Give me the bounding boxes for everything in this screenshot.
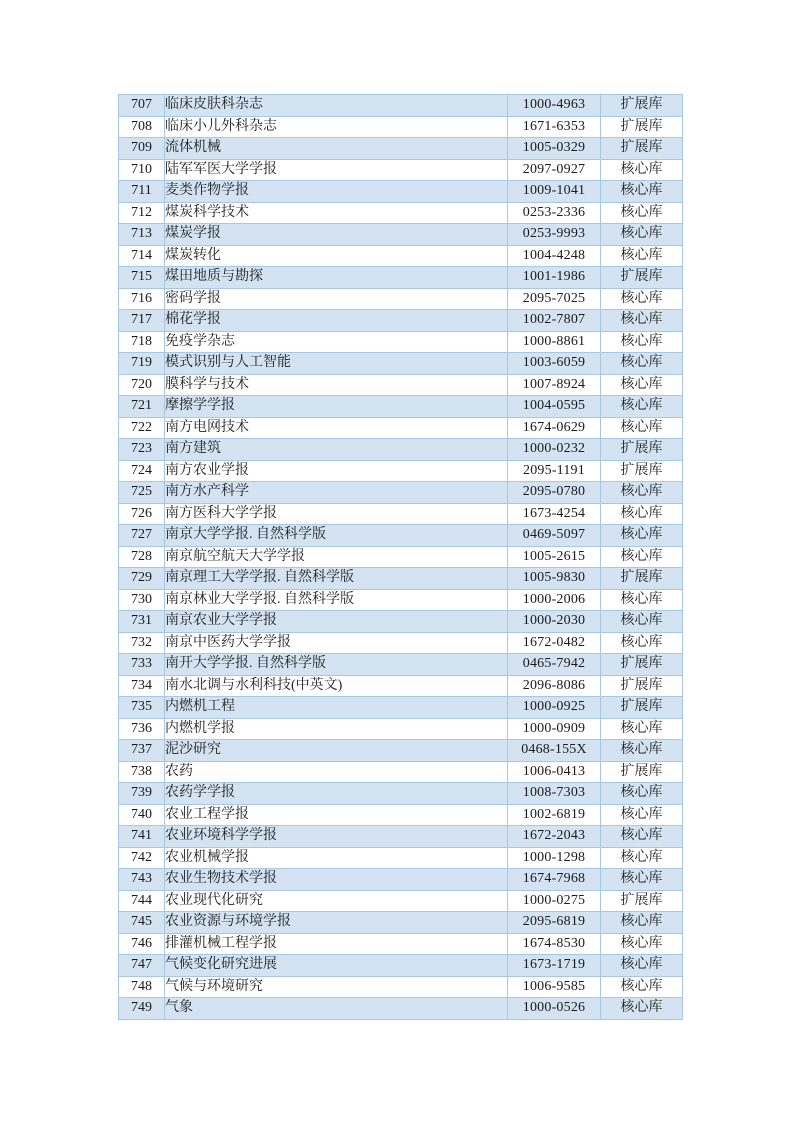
table-row: [119, 912, 683, 934]
table-row: [119, 718, 683, 740]
library-cell: 扩展库: [601, 761, 683, 783]
issn-cell: 1673-4254: [508, 503, 601, 525]
journal-table: [118, 94, 683, 1020]
table-row: [119, 933, 683, 955]
library-cell: 核心库: [601, 804, 683, 826]
table-row: [119, 955, 683, 977]
library-cell: 核心库: [601, 245, 683, 267]
row-number-cell: 731: [119, 611, 165, 633]
library-cell: 核心库: [601, 998, 683, 1020]
issn-cell: 1009-1041: [508, 181, 601, 203]
row-number-cell: 734: [119, 675, 165, 697]
issn-cell: 1671-6353: [508, 116, 601, 138]
row-number-cell: 727: [119, 525, 165, 547]
table-row: [119, 847, 683, 869]
library-cell: 核心库: [601, 353, 683, 375]
issn-cell: 2095-6819: [508, 912, 601, 934]
row-number-cell: 746: [119, 933, 165, 955]
issn-cell: 1001-1986: [508, 267, 601, 289]
row-number-cell: 707: [119, 95, 165, 117]
library-cell: 核心库: [601, 740, 683, 762]
row-number-cell: 717: [119, 310, 165, 332]
library-cell: 核心库: [601, 826, 683, 848]
table-row: [119, 138, 683, 160]
issn-cell: 1000-2030: [508, 611, 601, 633]
library-cell: 核心库: [601, 589, 683, 611]
journal-title-cell: 南京中医药大学学报: [165, 632, 508, 654]
journal-title-cell: 南方电网技术: [165, 417, 508, 439]
journal-title-cell: 南水北调与水利科技(中英文): [165, 675, 508, 697]
journal-title-cell: 临床小儿外科杂志: [165, 116, 508, 138]
issn-cell: 0465-7942: [508, 654, 601, 676]
issn-cell: 1000-0909: [508, 718, 601, 740]
row-number-cell: 714: [119, 245, 165, 267]
row-number-cell: 739: [119, 783, 165, 805]
library-cell: 核心库: [601, 847, 683, 869]
row-number-cell: 742: [119, 847, 165, 869]
table-row: [119, 589, 683, 611]
library-cell: 扩展库: [601, 138, 683, 160]
journal-title-cell: 煤炭科学技术: [165, 202, 508, 224]
journal-title-cell: 农药: [165, 761, 508, 783]
table-row: [119, 396, 683, 418]
table-row: [119, 998, 683, 1020]
row-number-cell: 741: [119, 826, 165, 848]
row-number-cell: 708: [119, 116, 165, 138]
row-number-cell: 738: [119, 761, 165, 783]
journal-table-body: [119, 95, 683, 1020]
journal-title-cell: 南京大学学报. 自然科学版: [165, 525, 508, 547]
table-row: [119, 460, 683, 482]
issn-cell: 1006-9585: [508, 976, 601, 998]
row-number-cell: 712: [119, 202, 165, 224]
table-row: [119, 267, 683, 289]
issn-cell: 2095-7025: [508, 288, 601, 310]
journal-title-cell: 密码学报: [165, 288, 508, 310]
library-cell: 核心库: [601, 417, 683, 439]
library-cell: 核心库: [601, 976, 683, 998]
journal-title-cell: 内燃机学报: [165, 718, 508, 740]
journal-title-cell: 棉花学报: [165, 310, 508, 332]
journal-title-cell: 南开大学学报. 自然科学版: [165, 654, 508, 676]
library-cell: 扩展库: [601, 654, 683, 676]
library-cell: 核心库: [601, 525, 683, 547]
issn-cell: 0253-2336: [508, 202, 601, 224]
issn-cell: 1005-2615: [508, 546, 601, 568]
table-row: [119, 95, 683, 117]
table-row: [119, 202, 683, 224]
journal-title-cell: 煤田地质与勘探: [165, 267, 508, 289]
journal-title-cell: 农业生物技术学报: [165, 869, 508, 891]
journal-title-cell: 南京林业大学学报. 自然科学版: [165, 589, 508, 611]
issn-cell: 1000-1298: [508, 847, 601, 869]
journal-title-cell: 南方医科大学学报: [165, 503, 508, 525]
journal-title-cell: 免疫学杂志: [165, 331, 508, 353]
row-number-cell: 721: [119, 396, 165, 418]
table-row: [119, 654, 683, 676]
table-row: [119, 568, 683, 590]
row-number-cell: 729: [119, 568, 165, 590]
journal-title-cell: 排灌机械工程学报: [165, 933, 508, 955]
table-row: [119, 159, 683, 181]
library-cell: 核心库: [601, 869, 683, 891]
table-row: [119, 611, 683, 633]
journal-title-cell: 南京农业大学学报: [165, 611, 508, 633]
table-row: [119, 546, 683, 568]
journal-title-cell: 农业机械学报: [165, 847, 508, 869]
journal-title-cell: 麦类作物学报: [165, 181, 508, 203]
journal-title-cell: 气候变化研究进展: [165, 955, 508, 977]
library-cell: 核心库: [601, 632, 683, 654]
library-cell: 核心库: [601, 912, 683, 934]
library-cell: 核心库: [601, 503, 683, 525]
row-number-cell: 736: [119, 718, 165, 740]
issn-cell: 1000-0925: [508, 697, 601, 719]
library-cell: 扩展库: [601, 116, 683, 138]
issn-cell: 1000-8861: [508, 331, 601, 353]
table-row: [119, 439, 683, 461]
issn-cell: 2095-0780: [508, 482, 601, 504]
row-number-cell: 725: [119, 482, 165, 504]
library-cell: 扩展库: [601, 675, 683, 697]
library-cell: 核心库: [601, 374, 683, 396]
table-row: [119, 224, 683, 246]
row-number-cell: 748: [119, 976, 165, 998]
issn-cell: 1007-8924: [508, 374, 601, 396]
library-cell: 核心库: [601, 611, 683, 633]
row-number-cell: 711: [119, 181, 165, 203]
issn-cell: 1674-7968: [508, 869, 601, 891]
row-number-cell: 715: [119, 267, 165, 289]
issn-cell: 1674-8530: [508, 933, 601, 955]
library-cell: 核心库: [601, 718, 683, 740]
table-row: [119, 869, 683, 891]
library-cell: 核心库: [601, 482, 683, 504]
table-row: [119, 181, 683, 203]
table-row: [119, 288, 683, 310]
issn-cell: 1000-0232: [508, 439, 601, 461]
journal-title-cell: 南京航空航天大学学报: [165, 546, 508, 568]
table-row: [119, 417, 683, 439]
issn-cell: 1005-0329: [508, 138, 601, 160]
row-number-cell: 730: [119, 589, 165, 611]
issn-cell: 1000-4963: [508, 95, 601, 117]
journal-title-cell: 农业资源与环境学报: [165, 912, 508, 934]
journal-title-cell: 农业工程学报: [165, 804, 508, 826]
journal-title-cell: 南方建筑: [165, 439, 508, 461]
table-row: [119, 804, 683, 826]
row-number-cell: 713: [119, 224, 165, 246]
journal-title-cell: 农业环境科学学报: [165, 826, 508, 848]
table-row: [119, 331, 683, 353]
row-number-cell: 710: [119, 159, 165, 181]
issn-cell: 1000-2006: [508, 589, 601, 611]
row-number-cell: 733: [119, 654, 165, 676]
journal-title-cell: 气候与环境研究: [165, 976, 508, 998]
issn-cell: 1002-6819: [508, 804, 601, 826]
journal-title-cell: 陆军军医大学学报: [165, 159, 508, 181]
table-row: [119, 353, 683, 375]
library-cell: 核心库: [601, 159, 683, 181]
issn-cell: 1672-2043: [508, 826, 601, 848]
journal-title-cell: 农业现代化研究: [165, 890, 508, 912]
row-number-cell: 724: [119, 460, 165, 482]
row-number-cell: 728: [119, 546, 165, 568]
table-row: [119, 116, 683, 138]
issn-cell: 2097-0927: [508, 159, 601, 181]
issn-cell: 0253-9993: [508, 224, 601, 246]
library-cell: 核心库: [601, 310, 683, 332]
row-number-cell: 749: [119, 998, 165, 1020]
issn-cell: 2096-8086: [508, 675, 601, 697]
library-cell: 核心库: [601, 783, 683, 805]
issn-cell: 1672-0482: [508, 632, 601, 654]
row-number-cell: 723: [119, 439, 165, 461]
issn-cell: 1008-7303: [508, 783, 601, 805]
library-cell: 核心库: [601, 546, 683, 568]
journal-title-cell: 农药学学报: [165, 783, 508, 805]
library-cell: 核心库: [601, 224, 683, 246]
table-row: [119, 890, 683, 912]
journal-title-cell: 模式识别与人工智能: [165, 353, 508, 375]
table-row: [119, 525, 683, 547]
issn-cell: 1003-6059: [508, 353, 601, 375]
journal-title-cell: 摩擦学学报: [165, 396, 508, 418]
library-cell: 扩展库: [601, 568, 683, 590]
row-number-cell: 718: [119, 331, 165, 353]
journal-title-cell: 南京理工大学学报. 自然科学版: [165, 568, 508, 590]
issn-cell: 1005-9830: [508, 568, 601, 590]
library-cell: 核心库: [601, 396, 683, 418]
table-row: [119, 503, 683, 525]
issn-cell: 0468-155X: [508, 740, 601, 762]
row-number-cell: 743: [119, 869, 165, 891]
row-number-cell: 740: [119, 804, 165, 826]
library-cell: 扩展库: [601, 890, 683, 912]
row-number-cell: 747: [119, 955, 165, 977]
issn-cell: 1673-1719: [508, 955, 601, 977]
journal-title-cell: 南方农业学报: [165, 460, 508, 482]
issn-cell: 2095-1191: [508, 460, 601, 482]
row-number-cell: 722: [119, 417, 165, 439]
row-number-cell: 716: [119, 288, 165, 310]
issn-cell: 1000-0526: [508, 998, 601, 1020]
issn-cell: 1004-4248: [508, 245, 601, 267]
library-cell: 扩展库: [601, 439, 683, 461]
row-number-cell: 737: [119, 740, 165, 762]
table-row: [119, 826, 683, 848]
issn-cell: 1002-7807: [508, 310, 601, 332]
table-row: [119, 976, 683, 998]
table-row: [119, 374, 683, 396]
row-number-cell: 719: [119, 353, 165, 375]
library-cell: 扩展库: [601, 267, 683, 289]
table-row: [119, 675, 683, 697]
journal-title-cell: 临床皮肤科杂志: [165, 95, 508, 117]
library-cell: 核心库: [601, 181, 683, 203]
table-row: [119, 761, 683, 783]
row-number-cell: 735: [119, 697, 165, 719]
table-row: [119, 697, 683, 719]
journal-title-cell: 煤炭学报: [165, 224, 508, 246]
journal-title-cell: 泥沙研究: [165, 740, 508, 762]
library-cell: 扩展库: [601, 460, 683, 482]
journal-title-cell: 内燃机工程: [165, 697, 508, 719]
issn-cell: 1004-0595: [508, 396, 601, 418]
issn-cell: 1674-0629: [508, 417, 601, 439]
issn-cell: 1006-0413: [508, 761, 601, 783]
library-cell: 核心库: [601, 933, 683, 955]
table-row: [119, 783, 683, 805]
table-row: [119, 740, 683, 762]
issn-cell: 1000-0275: [508, 890, 601, 912]
journal-title-cell: 气象: [165, 998, 508, 1020]
issn-cell: 0469-5097: [508, 525, 601, 547]
table-row: [119, 245, 683, 267]
table-row: [119, 310, 683, 332]
row-number-cell: 732: [119, 632, 165, 654]
library-cell: 核心库: [601, 288, 683, 310]
row-number-cell: 745: [119, 912, 165, 934]
library-cell: 扩展库: [601, 697, 683, 719]
row-number-cell: 720: [119, 374, 165, 396]
journal-title-cell: 膜科学与技术: [165, 374, 508, 396]
journal-title-cell: 煤炭转化: [165, 245, 508, 267]
journal-title-cell: 南方水产科学: [165, 482, 508, 504]
table-row: [119, 482, 683, 504]
row-number-cell: 726: [119, 503, 165, 525]
table-row: [119, 632, 683, 654]
library-cell: 核心库: [601, 202, 683, 224]
library-cell: 扩展库: [601, 95, 683, 117]
library-cell: 核心库: [601, 955, 683, 977]
row-number-cell: 709: [119, 138, 165, 160]
row-number-cell: 744: [119, 890, 165, 912]
library-cell: 核心库: [601, 331, 683, 353]
journal-title-cell: 流体机械: [165, 138, 508, 160]
